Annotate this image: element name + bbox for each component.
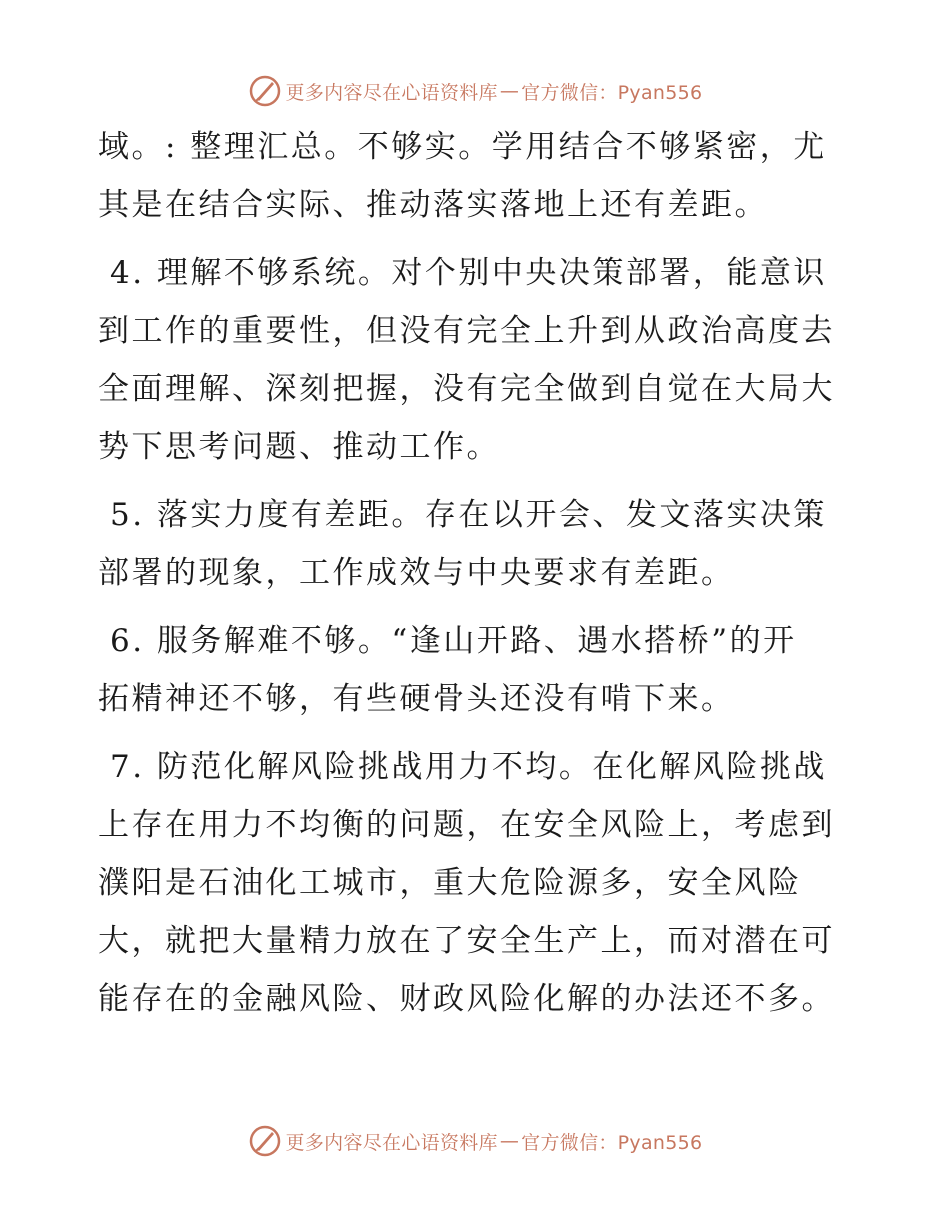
text-line: 濮阳是石油化工城市，重大危险源多，安全风险: [98, 865, 802, 901]
text-line: 大，就把大量精力放在了安全生产上，而对潜在可: [98, 923, 835, 959]
text-line: 势下思考问题、推动工作。: [98, 429, 500, 465]
header-watermark: [0, 74, 950, 108]
watermark-wechat: 官方微信：Pyan556: [521, 81, 703, 104]
text-line: 拓精神还不够，有些硬骨头还没有啃下来。: [98, 681, 735, 717]
text-line: 域。: 整理汇总。不够实。学用结合不够紧密，尤: [98, 129, 827, 165]
watermark-wechat: 官方微信：Pyan556: [521, 1131, 703, 1154]
paragraph-continuation: [98, 118, 858, 234]
text-line: 到工作的重要性，但没有完全上升到从政治高度去: [98, 313, 835, 349]
watermark-separator: —: [499, 1130, 520, 1152]
paragraph-item-5: [98, 486, 858, 602]
watermark-separator: —: [499, 80, 520, 102]
document-body: [98, 118, 858, 1038]
text-line: 能存在的金融风险、财政风险化解的办法还不多。: [98, 981, 835, 1017]
text-line: 其是在结合实际、推动落实落地上还有差距。: [98, 187, 768, 223]
watermark-text: 更多内容尽在心语资料库: [285, 1131, 498, 1154]
watermark-text: 更多内容尽在心语资料库: [285, 81, 498, 104]
text-line: 5. 落实力度有差距。存在以开会、发文落实决策: [110, 497, 827, 533]
paragraph-item-7: [98, 738, 858, 1028]
footer-watermark: [0, 1124, 950, 1158]
paragraph-item-4: [98, 244, 858, 476]
paragraph-item-6: [98, 612, 858, 728]
text-line: 7. 防范化解风险挑战用力不均。在化解风险挑战: [110, 749, 827, 785]
text-line: 全面理解、深刻把握，没有完全做到自觉在大局大: [98, 371, 835, 407]
text-line: 6. 服务解难不够。“逢山开路、遇水搭桥”的开: [110, 623, 797, 659]
text-line: 上存在用力不均衡的问题，在安全风险上，考虑到: [98, 807, 835, 843]
text-line: 部署的现象，工作成效与中央要求有差距。: [98, 555, 735, 591]
text-line: 4. 理解不够系统。对个别中央决策部署，能意识: [110, 255, 827, 291]
quill-logo-icon: [248, 74, 282, 108]
quill-logo-icon: [248, 1124, 282, 1158]
